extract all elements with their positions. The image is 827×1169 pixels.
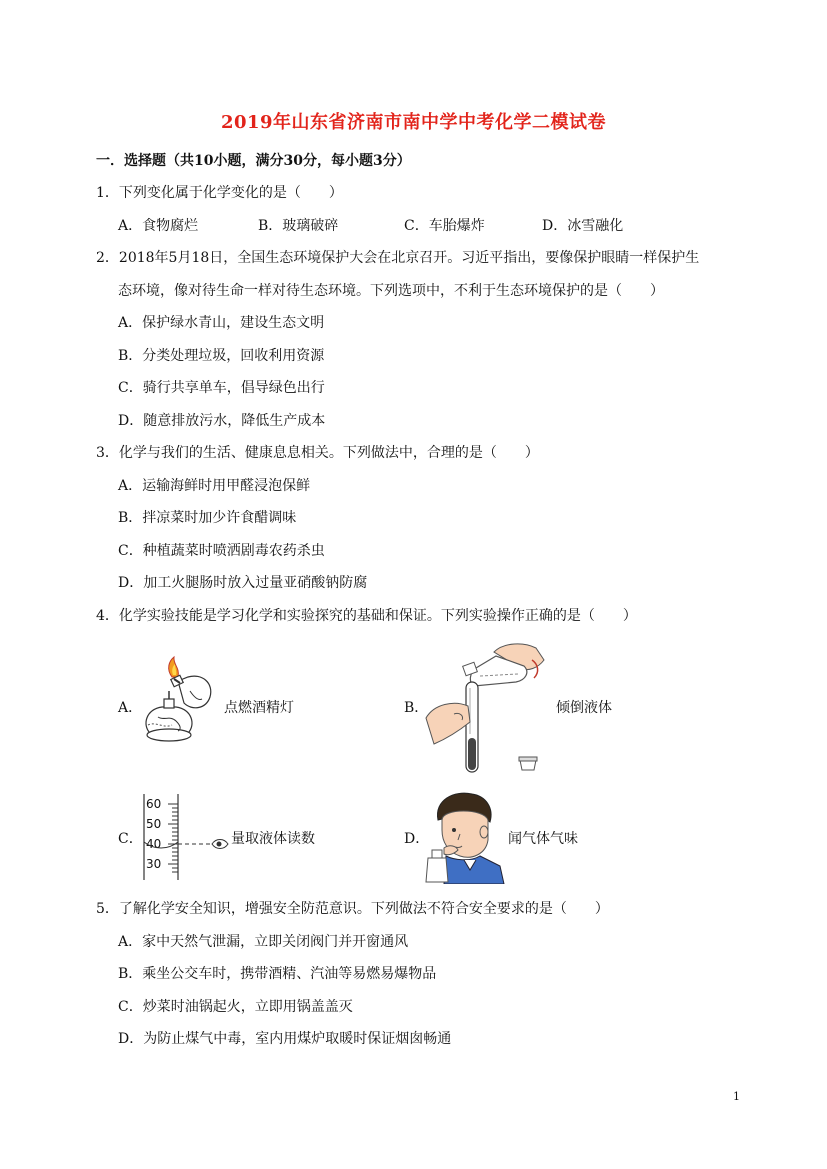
smelling-gas-figure (424, 790, 508, 884)
cylinder-tick-30: 30 (146, 857, 162, 871)
question-2-option-d: D．随意排放污水，降低生产成本 (118, 413, 326, 429)
question-1-option-c: C．车胎爆炸 (404, 218, 485, 234)
question-4-option-d-caption: 闻气体气味 (508, 831, 578, 847)
page-title: 2019年山东省济南市南中学中考化学二模试卷 (220, 112, 607, 133)
page-number: 1 (733, 1090, 740, 1103)
question-2-option-b: B．分类处理垃圾，回收利用资源 (118, 348, 325, 364)
section-heading: 一．选择题（共10小题，满分30分，每小题3分） (96, 153, 411, 169)
question-4-option-d-letter: D． (404, 831, 430, 847)
question-2-option-c: C．骑行共享单车，倡导绿色出行 (118, 380, 325, 396)
question-2-option-a: A．保护绿水青山，建设生态文明 (118, 315, 325, 331)
question-3-option-a: A．运输海鲜时用甲醛浸泡保鲜 (118, 478, 311, 494)
question-4-stem: 4．化学实验技能是学习化学和实验探究的基础和保证。下列实验操作正确的是（ ） (96, 608, 637, 624)
question-5-option-a: A．家中天然气泄漏，立即关闭阀门并开窗通风 (118, 934, 409, 950)
question-4-option-b-caption: 倾倒液体 (556, 700, 612, 716)
question-1-option-b: B．玻璃破碎 (258, 218, 339, 234)
cylinder-tick-60: 60 (146, 797, 162, 811)
question-3-option-c: C．种植蔬菜时喷洒剧毒农药杀虫 (118, 543, 325, 559)
question-1-option-a: A．食物腐烂 (118, 218, 199, 234)
question-5-option-d: D．为防止煤气中毒，室内用煤炉取暖时保证烟囱畅通 (118, 1031, 452, 1047)
question-4-option-a-letter: A． (118, 700, 143, 716)
question-5-stem: 5．了解化学安全知识，增强安全防范意识。下列做法不符合安全要求的是（ ） (96, 901, 609, 917)
question-2-stem-line2: 态环境，像对待生命一样对待生态环境。下列选项中，不利于生态环境保护的是（ ） (118, 283, 664, 299)
question-4-option-b-letter: B． (404, 700, 429, 716)
pouring-liquid-figure (424, 638, 554, 780)
question-1-option-d: D．冰雪融化 (542, 218, 624, 234)
question-2-stem-line1: 2．2018年5月18日，全国生态环境保护大会在北京召开。习近平指出，要像保护眼睛一样保护生 (96, 250, 700, 266)
graduated-cylinder-figure (138, 792, 230, 882)
question-3-option-b: B．拌凉菜时加少许食醋调味 (118, 510, 297, 526)
cylinder-tick-50: 50 (146, 817, 162, 831)
question-5-option-b: B．乘坐公交车时，携带酒精、汽油等易燃易爆物品 (118, 966, 437, 982)
question-4-option-c-caption: 量取液体读数 (231, 831, 315, 847)
question-4-option-c-letter: C． (118, 831, 143, 847)
question-4-option-a-caption: 点燃酒精灯 (224, 700, 294, 716)
alcohol-lamp-figure (136, 655, 222, 749)
question-3-option-d: D．加工火腿肠时放入过量亚硝酸钠防腐 (118, 575, 368, 591)
question-1-stem: 1．下列变化属于化学变化的是（ ） (96, 185, 343, 201)
question-3-stem: 3．化学与我们的生活、健康息息相关。下列做法中，合理的是（ ） (96, 445, 539, 461)
cylinder-tick-40: 40 (146, 837, 162, 851)
question-5-option-c: C．炒菜时油锅起火，立即用锅盖盖灭 (118, 999, 353, 1015)
